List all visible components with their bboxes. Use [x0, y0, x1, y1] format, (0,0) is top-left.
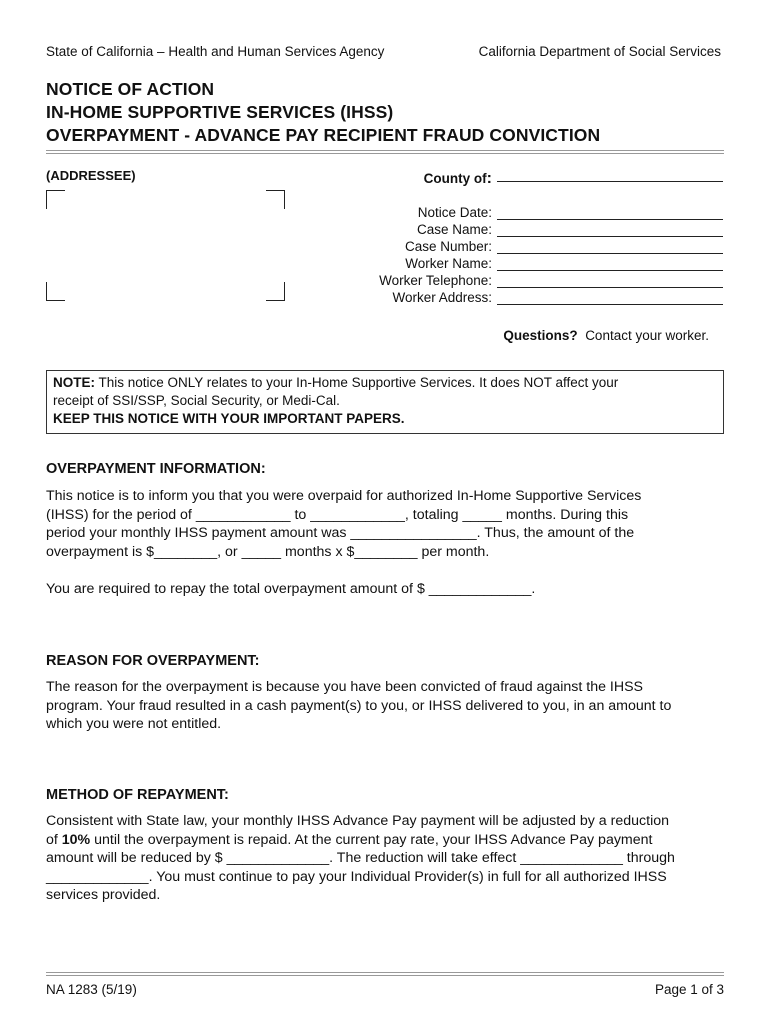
worker-telephone-field[interactable]: [497, 275, 723, 288]
title-line-3: OVERPAYMENT - ADVANCE PAY RECIPIENT FRAUD CONVICTION: [46, 125, 601, 145]
questions-line: Questions? Contact your worker.: [503, 328, 709, 343]
case-number-field[interactable]: [497, 241, 723, 254]
case-name-label: Case Name:: [416, 222, 492, 237]
county-label: County of:: [423, 170, 492, 187]
address-window-corner-tl: [46, 190, 65, 209]
repay-total-line: You are required to repay the total overpayment amount of $ _____________.: [46, 581, 536, 597]
address-window-corner-bl: [46, 282, 65, 301]
overpayment-paragraph: This notice is to inform you that you were overpaid for authorized In-Home Supportive Services (IHSS) for the period of ____________ to ____________, totaling _____ months. During this period your monthly IHSS payment amount was ________________. Thus, the amount of the overpayment is $________, or _____ months x $________ per month.: [46, 488, 642, 560]
notice-date-field[interactable]: [497, 207, 723, 220]
form-number: NA 1283 (5/19): [46, 982, 137, 997]
address-window-corner-tr: [266, 190, 285, 209]
agency-header: State of California – Health and Human Services Agency: [46, 44, 385, 59]
department-header: California Department of Social Services: [478, 44, 721, 59]
worker-address-label: Worker Address:: [392, 290, 492, 305]
worker-telephone-label: Worker Telephone:: [379, 273, 492, 288]
worker-name-label: Worker Name:: [405, 256, 492, 271]
footer-divider-2: [46, 975, 724, 976]
page-number: Page 1 of 3: [654, 982, 724, 997]
reason-heading: REASON FOR OVERPAYMENT:: [46, 653, 260, 669]
note-box: [46, 370, 724, 434]
title-line-1: NOTICE OF ACTION: [46, 79, 215, 99]
note-line-1: NOTE: This notice ONLY relates to your In-Home Supportive Services. It does NOT affect your: [53, 375, 619, 390]
footer-divider: [46, 972, 724, 973]
addressee-label: (ADDRESSEE): [46, 168, 136, 183]
worker-name-field[interactable]: [497, 258, 723, 271]
page-title: [46, 78, 600, 147]
note-line-3: KEEP THIS NOTICE WITH YOUR IMPORTANT PAPERS.: [53, 411, 405, 426]
title-line-2: IN-HOME SUPPORTIVE SERVICES (IHSS): [46, 102, 394, 122]
county-field[interactable]: [497, 168, 723, 182]
note-line-2: receipt of SSI/SSP, Social Security, or Medi-Cal.: [53, 393, 340, 408]
reason-paragraph: The reason for the overpayment is because you have been convicted of fraud against the IHSS program. Your fraud resulted in a cash payment(s) to you, or IHSS delivered to you, in an amount to which you were not entitled.: [46, 679, 672, 732]
case-number-label: Case Number:: [404, 239, 492, 254]
method-paragraph: Consistent with State law, your monthly IHSS Advance Pay payment will be adjusted by a reduction of 10% until the overpayment is repaid. At the current pay rate, your IHSS Advance Pay payment amount will be reduced by $ _____________. The reduction will take effect _____________ through _____________. You must continue to pay your Individual Provider(s) in full for all authorized IHSS services provided.: [46, 813, 675, 903]
title-divider: [46, 150, 724, 151]
notice-date-label: Notice Date:: [417, 205, 492, 220]
title-divider-2: [46, 153, 724, 154]
case-name-field[interactable]: [497, 224, 723, 237]
method-heading: METHOD OF REPAYMENT:: [46, 787, 229, 803]
overpayment-heading: OVERPAYMENT INFORMATION:: [46, 461, 266, 477]
address-window-corner-br: [266, 282, 285, 301]
worker-address-field[interactable]: [497, 292, 723, 305]
